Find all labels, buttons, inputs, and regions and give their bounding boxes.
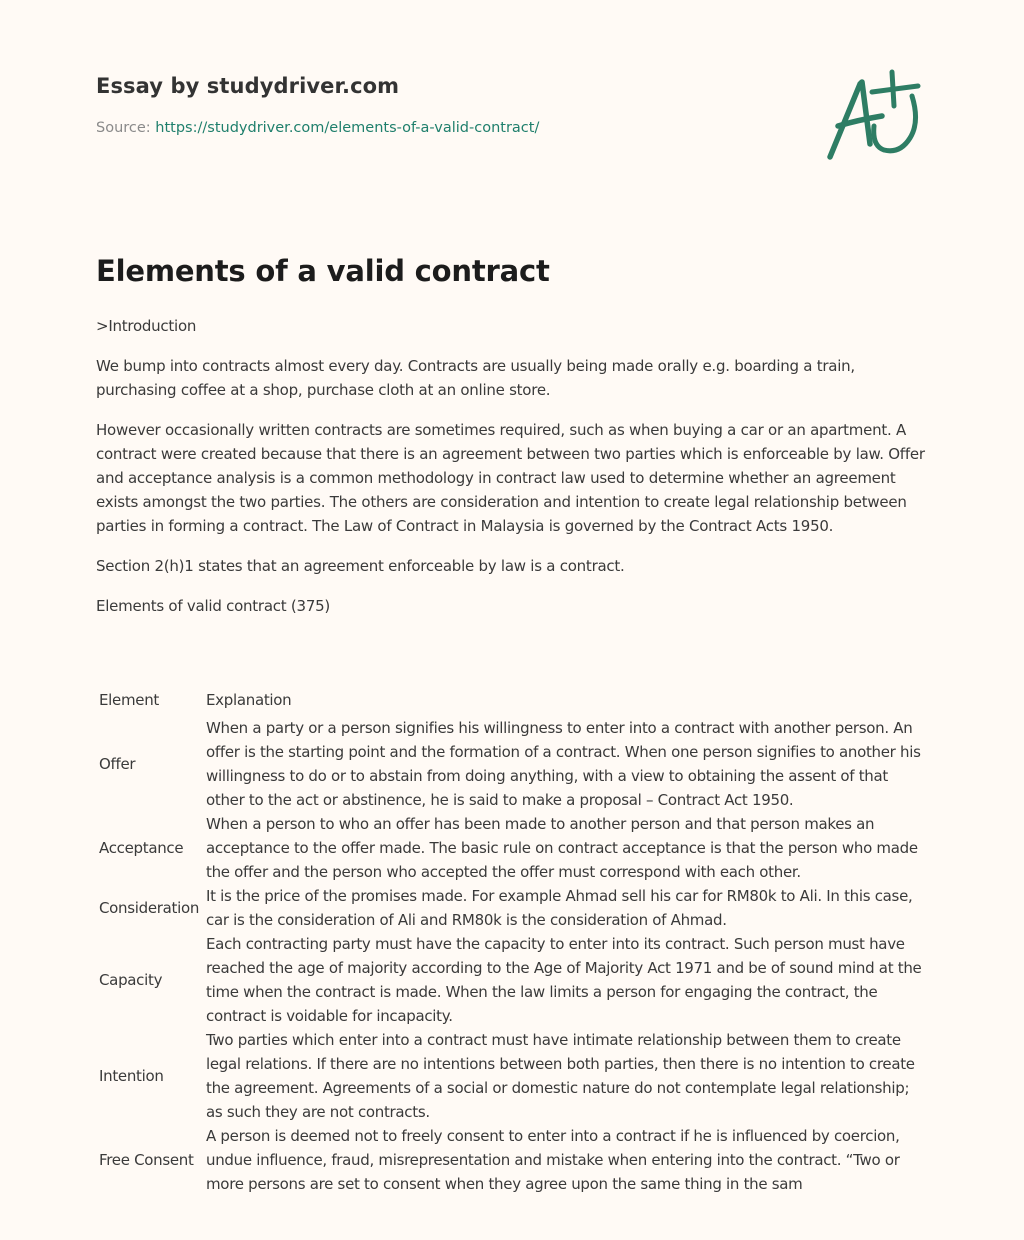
table-row bbox=[96, 716, 926, 812]
table-row bbox=[96, 1124, 926, 1196]
a-plus-grade-icon bbox=[820, 62, 930, 172]
element-cell: Consideration bbox=[99, 899, 200, 917]
paragraph: However occasionally written contracts are sometimes required, such as when buying a car or an apartment. A contract were created because that there is an agreement between two parties which is enforceable by law. Offer and acceptance analysis is a common methodology in contract law used to determine whether an agreement exists amongst the two parties. The others are consideration and intention to create legal relationship between parties in forming a contract. The Law of Contract in Malaysia is governed by the Contract Acts 1950. bbox=[96, 421, 925, 535]
page-title: Elements of a valid contract bbox=[96, 254, 550, 288]
column-header-element: Element bbox=[99, 691, 160, 709]
table-row bbox=[96, 884, 926, 932]
explanation-cell: A person is deemed not to freely consent to enter into a contract if he is influenced by coercion, undue influence, fraud, misrepresentation and mistake when entering into the contract. “Two or more persons are set to consent when they agree upon the same thing in the sam bbox=[206, 1127, 900, 1193]
source-line bbox=[96, 120, 539, 136]
paragraph: Section 2(h)1 states that an agreement enforceable by law is a contract. bbox=[96, 557, 625, 575]
source-label: Source: bbox=[96, 120, 151, 136]
element-cell: Capacity bbox=[99, 971, 163, 989]
table-header-row bbox=[96, 688, 926, 716]
site-title: Essay by studydriver.com bbox=[96, 74, 400, 98]
table-row bbox=[96, 812, 926, 884]
explanation-cell: It is the price of the promises made. For example Ahmad sell his car for RM80k to Ali. In this case, car is the consideration of Ali and RM80k is the consideration of Ahmad. bbox=[206, 887, 913, 929]
explanation-cell: When a party or a person signifies his willingness to enter into a contract with another person. An offer is the starting point and the formation of a contract. When one person signifies to another his willingness to do or to abstain from doing anything, with a view to obtaining the assent of that other to the act or abstinence, he is said to make a proposal – Contract Act 1950. bbox=[206, 719, 921, 809]
table-row bbox=[96, 1028, 926, 1124]
element-cell: Offer bbox=[99, 755, 136, 773]
element-cell: Acceptance bbox=[99, 839, 184, 857]
explanation-cell: Each contracting party must have the capacity to enter into its contract. Such person must have reached the age of majority according to the Age of Majority Act 1971 and be of sound mind at the time when the contract is made. When the law limits a person for engaging the contract, the contract is voidable for incapacity. bbox=[206, 935, 922, 1025]
element-cell: Intention bbox=[99, 1067, 164, 1085]
paragraph: We bump into contracts almost every day. Contracts are usually being made orally e.g. boarding a train, purchasing coffee at a shop, purchase cloth at an online store. bbox=[96, 357, 855, 399]
explanation-cell: When a person to who an offer has been made to another person and that person makes an acceptance to the offer made. The basic rule on contract acceptance is that the person who made the offer and the person who accepted the offer must correspond with each other. bbox=[206, 815, 918, 881]
elements-table bbox=[96, 688, 926, 1196]
essay-header bbox=[96, 74, 539, 136]
article-body bbox=[96, 254, 926, 1196]
explanation-cell: Two parties which enter into a contract must have intimate relationship between them to create legal relations. If there are no intentions between both parties, then there is no intention to create the agreement. Agreements of a social or domestic nature do not contemplate legal relationship; as such they are not contracts. bbox=[206, 1031, 915, 1121]
source-link[interactable]: https://studydriver.com/elements-of-a-valid-contract/ bbox=[155, 120, 540, 136]
element-cell: Free Consent bbox=[99, 1151, 194, 1169]
table-row bbox=[96, 932, 926, 1028]
intro-heading: >Introduction bbox=[96, 317, 197, 335]
column-header-explanation: Explanation bbox=[206, 691, 292, 709]
table-caption: Elements of valid contract (375) bbox=[96, 597, 331, 615]
